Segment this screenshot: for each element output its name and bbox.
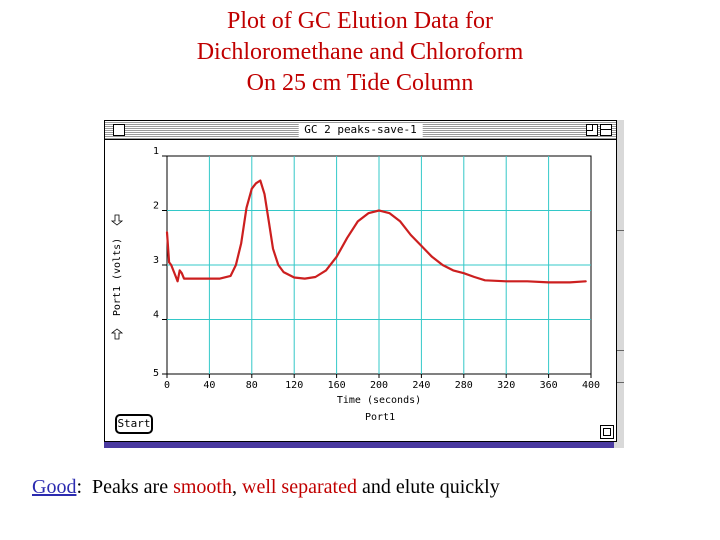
slide-title-line-2: Dichloromethane and Chloroform	[196, 39, 524, 65]
caption-text-1: Peaks are	[82, 476, 174, 498]
x-tick-label: 280	[454, 380, 473, 391]
caption-smooth: smooth	[173, 476, 232, 498]
window-titlebar[interactable]	[105, 121, 616, 140]
gc-chart	[105, 140, 616, 408]
y-tick-label: 1	[152, 146, 159, 157]
resize-handle-icon[interactable]	[600, 425, 614, 439]
zoom-box-button[interactable]	[586, 124, 598, 136]
y-tick-label: 5	[152, 368, 159, 379]
x-tick-label: 120	[285, 380, 304, 391]
collapse-box-button[interactable]	[600, 124, 612, 136]
y-tick-label: 4	[152, 309, 159, 321]
y-axis-label-group	[112, 215, 123, 339]
x-tick-label: 0	[163, 380, 171, 391]
x-axis-label: Time (seconds)	[336, 395, 422, 406]
arrow-down-icon[interactable]	[112, 329, 122, 339]
arrow-up-icon[interactable]	[112, 215, 122, 225]
x-tick-label: 200	[369, 380, 389, 391]
x-tick-label: 160	[327, 380, 346, 391]
caption-well-separated: well separated	[242, 476, 357, 498]
y-tick-label: 3	[152, 255, 159, 266]
gc-plot-window	[104, 120, 617, 442]
x-tick-label: 320	[497, 380, 516, 391]
x-tick-label: 240	[412, 380, 431, 391]
y-tick-label: 2	[152, 200, 159, 212]
slide-title-line-3: On 25 cm Tide Column	[246, 70, 474, 96]
x-tick-label: 360	[539, 380, 558, 391]
x-tick-label: 400	[581, 380, 601, 391]
slide-caption	[32, 476, 500, 499]
caption-text-2: and elute quickly	[356, 476, 500, 498]
x-tick-label: 40	[203, 380, 216, 391]
x-tick-label: 80	[245, 380, 258, 391]
slide-title-line-1: Plot of GC Elution Data for	[227, 8, 493, 34]
caption-comma: ,	[232, 476, 237, 498]
close-box-button[interactable]	[113, 124, 125, 136]
caption-colon: :	[76, 476, 83, 498]
caption-good-label: Good	[32, 476, 77, 498]
port-label: Port1	[365, 412, 396, 423]
window-title: GC 2 peaks-save-1	[298, 123, 423, 137]
start-button[interactable]: Start	[115, 414, 153, 434]
y-axis-label: Port1 (volts)	[112, 237, 123, 317]
slide-title	[0, 6, 720, 99]
